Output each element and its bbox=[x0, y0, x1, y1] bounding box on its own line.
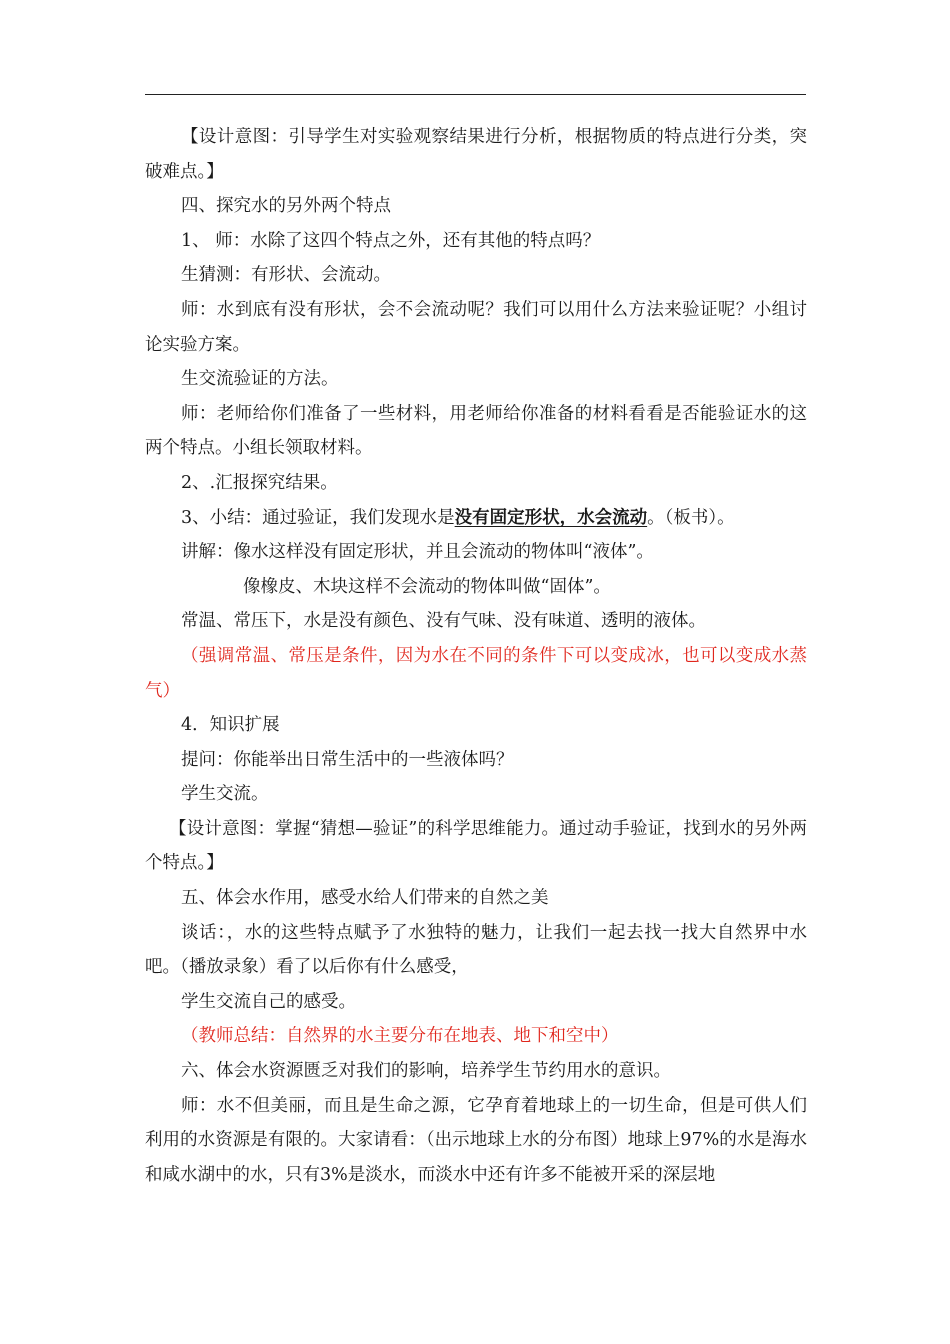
paragraph-question-liquids: 提问：你能举出日常生活中的一些液体吗？ bbox=[181, 749, 514, 770]
paragraph-teacher-verify: 师：水到底有没有形状，会不会流动呢？我们可以用什么方法来验证呢？小组讨论实验方案。 bbox=[145, 299, 807, 355]
paragraph-report-results: 2、.汇报探究结果。 bbox=[181, 472, 338, 493]
section-five-heading: 五、体会水作用，感受水给人们带来的自然之美 bbox=[181, 888, 549, 909]
paragraph-teacher-question: 1、 师：水除了这四个特点之外，还有其他的特点吗？ bbox=[181, 230, 601, 251]
document-body bbox=[145, 120, 807, 1192]
paragraph-teacher-materials: 师：老师给你们准备了一些材料，用老师给你准备的材料看看是否能验证水的这两个特点。小组长领取材料。 bbox=[145, 403, 807, 459]
header-rule bbox=[145, 94, 806, 95]
note-conditions: （强调常温、常压是条件，因为水在不同的条件下可以变成冰，也可以变成水蒸气） bbox=[145, 645, 807, 701]
summary-suffix: 。（板书）。 bbox=[647, 507, 735, 528]
heading-knowledge-extension: 4．知识扩展 bbox=[181, 715, 280, 736]
paragraph-talk: 谈话：，水的这些特点赋予了水独特的魅力，让我们一起去找一找大自然界中水吧。（播放录象）看了以后你有什么感受， bbox=[145, 922, 807, 978]
paragraph-student-methods: 生交流验证的方法。 bbox=[181, 369, 339, 390]
note-teacher-summary: （教师总结：自然界的水主要分布在地表、地下和空中） bbox=[181, 1026, 619, 1047]
design-intent-1: 【设计意图：引导学生对实验观察结果进行分析，根据物质的特点进行分类，突破难点。】 bbox=[145, 127, 807, 182]
section-six-heading: 六、体会水资源匮乏对我们的影响，培养学生节约用水的意识。 bbox=[181, 1061, 671, 1082]
paragraph-student-exchange: 学生交流。 bbox=[181, 784, 269, 805]
summary-prefix: 3、小结：通过验证，我们发现水是 bbox=[181, 507, 455, 528]
paragraph-student-guess: 生猜测：有形状、会流动。 bbox=[181, 265, 391, 286]
paragraph-water-resources: 师：水不但美丽，而且是生命之源，它孕育着地球上的一切生命，但是可供人们利用的水资源是有限的。大家请看：（出示地球上水的分布图）地球上97%的水是海水和咸水湖中的水，只有3%是淡水，而淡水中还有许多不能被开采的深层地 bbox=[145, 1095, 807, 1185]
paragraph-water-properties: 常温、常压下，水是没有颜色、没有气味、没有味道、透明的液体。 bbox=[181, 611, 706, 632]
paragraph-student-feelings: 学生交流自己的感受。 bbox=[181, 991, 356, 1012]
paragraph-summary bbox=[145, 501, 807, 536]
summary-emphasis: 没有固定形状，水会流动 bbox=[454, 507, 648, 528]
design-intent-2: 【设计意图：掌握“猜想—验证”的科学思维能力。通过动手验证，找到水的另外两个特点。】 bbox=[145, 818, 807, 874]
section-four-heading: 四、探究水的另外两个特点 bbox=[181, 196, 391, 217]
paragraph-explain-solid: 像橡皮、木块这样不会流动的物体叫做“固体”。 bbox=[243, 576, 611, 597]
paragraph-explain-liquid: 讲解：像水这样没有固定形状，并且会流动的物体叫“液体”。 bbox=[181, 542, 654, 563]
